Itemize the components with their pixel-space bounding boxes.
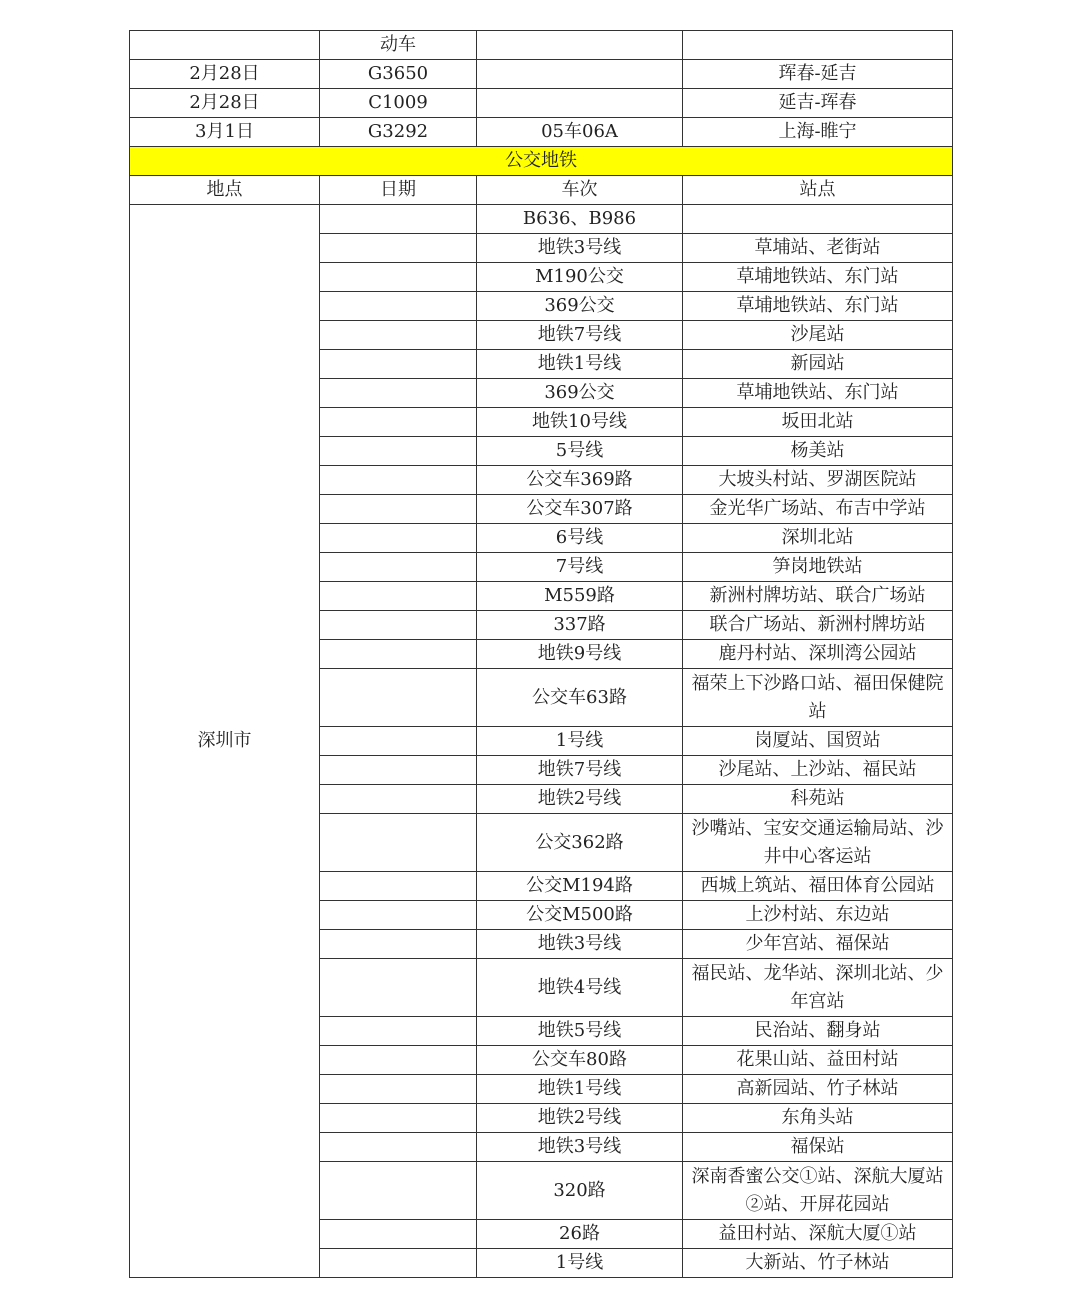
transit-date (320, 437, 477, 466)
transit-date (320, 785, 477, 814)
transit-line: 公交362路 (477, 814, 683, 872)
transit-date (320, 930, 477, 959)
header-date: 日期 (320, 176, 477, 205)
transit-station: 西城上筑站、福田体育公园站 (683, 872, 953, 901)
train-number: C1009 (320, 89, 477, 118)
transit-line: 6号线 (477, 524, 683, 553)
train-route: 上海-睢宁 (683, 118, 953, 147)
transit-line: 369公交 (477, 292, 683, 321)
transit-station (683, 205, 953, 234)
transit-line: 公交车63路 (477, 669, 683, 727)
transit-line: 地铁7号线 (477, 756, 683, 785)
transit-line: 地铁1号线 (477, 350, 683, 379)
transit-line: 地铁1号线 (477, 1075, 683, 1104)
header-station: 站点 (683, 176, 953, 205)
transit-date (320, 466, 477, 495)
transit-date (320, 959, 477, 1017)
train-row (130, 118, 953, 147)
itinerary-table-body (130, 31, 953, 1278)
transit-station: 沙尾站 (683, 321, 953, 350)
transit-line: 369公交 (477, 379, 683, 408)
transit-line: 地铁2号线 (477, 785, 683, 814)
transit-line: 1号线 (477, 727, 683, 756)
train-date (130, 31, 320, 60)
transit-line: M559路 (477, 582, 683, 611)
header-place: 地点 (130, 176, 320, 205)
transit-line: 5号线 (477, 437, 683, 466)
transit-date (320, 1249, 477, 1278)
transit-date (320, 1017, 477, 1046)
transit-line: 地铁10号线 (477, 408, 683, 437)
transit-row (130, 205, 953, 234)
transit-line: 地铁7号线 (477, 321, 683, 350)
transit-date (320, 524, 477, 553)
transit-date (320, 292, 477, 321)
transit-line: 地铁5号线 (477, 1017, 683, 1046)
train-seat: 05车06A (477, 118, 683, 147)
transit-line: 地铁3号线 (477, 930, 683, 959)
transit-date (320, 1220, 477, 1249)
transit-line: 7号线 (477, 553, 683, 582)
train-row (130, 31, 953, 60)
train-date: 2月28日 (130, 89, 320, 118)
train-seat (477, 31, 683, 60)
transit-date (320, 1075, 477, 1104)
train-number: G3292 (320, 118, 477, 147)
transit-station: 坂田北站 (683, 408, 953, 437)
transit-line: 公交车80路 (477, 1046, 683, 1075)
transit-date (320, 814, 477, 872)
transit-station: 深南香蜜公交①站、深航大厦站②站、开屏花园站 (683, 1162, 953, 1220)
transit-station: 沙尾站、上沙站、福民站 (683, 756, 953, 785)
train-route: 延吉-珲春 (683, 89, 953, 118)
transit-station: 少年宫站、福保站 (683, 930, 953, 959)
transit-station: 大新站、竹子林站 (683, 1249, 953, 1278)
transit-date (320, 1162, 477, 1220)
transit-station: 草埔地铁站、东门站 (683, 263, 953, 292)
itinerary-table (129, 30, 953, 1278)
transit-line: 公交车369路 (477, 466, 683, 495)
transit-date (320, 553, 477, 582)
header-line: 车次 (477, 176, 683, 205)
transit-line: 地铁9号线 (477, 640, 683, 669)
transit-date (320, 582, 477, 611)
train-route: 珲春-延吉 (683, 60, 953, 89)
transit-station: 上沙村站、东边站 (683, 901, 953, 930)
transit-date (320, 321, 477, 350)
transit-station: 福荣上下沙路口站、福田保健院站 (683, 669, 953, 727)
transit-date (320, 1104, 477, 1133)
transit-date (320, 669, 477, 727)
transit-station: 笋岗地铁站 (683, 553, 953, 582)
transit-line: 320路 (477, 1162, 683, 1220)
transit-station: 高新园站、竹子林站 (683, 1075, 953, 1104)
transit-line: B636、B986 (477, 205, 683, 234)
transit-line: 1号线 (477, 1249, 683, 1278)
transit-station: 新洲村牌坊站、联合广场站 (683, 582, 953, 611)
transit-station: 鹿丹村站、深圳湾公园站 (683, 640, 953, 669)
transit-date (320, 350, 477, 379)
transit-line: 公交车307路 (477, 495, 683, 524)
train-row (130, 60, 953, 89)
transit-station: 联合广场站、新洲村牌坊站 (683, 611, 953, 640)
transit-date (320, 756, 477, 785)
transit-line: 公交M500路 (477, 901, 683, 930)
transit-station: 金光华广场站、布吉中学站 (683, 495, 953, 524)
transit-date (320, 379, 477, 408)
train-date: 2月28日 (130, 60, 320, 89)
train-seat (477, 89, 683, 118)
transit-station: 杨美站 (683, 437, 953, 466)
transit-date (320, 408, 477, 437)
transit-date (320, 727, 477, 756)
transit-station: 草埔地铁站、东门站 (683, 379, 953, 408)
train-route (683, 31, 953, 60)
transit-date (320, 1046, 477, 1075)
transit-date (320, 872, 477, 901)
transit-date (320, 611, 477, 640)
transit-line: 地铁3号线 (477, 234, 683, 263)
transit-line: M190公交 (477, 263, 683, 292)
place-cell: 深圳市 (130, 205, 320, 1278)
transit-station: 草埔地铁站、东门站 (683, 292, 953, 321)
transit-date (320, 495, 477, 524)
transit-date (320, 1133, 477, 1162)
train-seat (477, 60, 683, 89)
transit-date (320, 205, 477, 234)
transit-line: 地铁2号线 (477, 1104, 683, 1133)
transit-line: 337路 (477, 611, 683, 640)
transit-date (320, 901, 477, 930)
transit-date (320, 263, 477, 292)
train-number: 动车 (320, 31, 477, 60)
transit-station: 大坡头村站、罗湖医院站 (683, 466, 953, 495)
transit-station: 深圳北站 (683, 524, 953, 553)
transit-station: 益田村站、深航大厦①站 (683, 1220, 953, 1249)
transit-station: 草埔站、老街站 (683, 234, 953, 263)
transit-station: 民治站、翻身站 (683, 1017, 953, 1046)
header-row (130, 176, 953, 205)
transit-station: 科苑站 (683, 785, 953, 814)
transit-station: 岗厦站、国贸站 (683, 727, 953, 756)
transit-station: 新园站 (683, 350, 953, 379)
section-row (130, 147, 953, 176)
train-row (130, 89, 953, 118)
transit-date (320, 640, 477, 669)
transit-line: 公交M194路 (477, 872, 683, 901)
transit-line: 26路 (477, 1220, 683, 1249)
transit-station: 福保站 (683, 1133, 953, 1162)
transit-station: 沙嘴站、宝安交通运输局站、沙井中心客运站 (683, 814, 953, 872)
transit-date (320, 234, 477, 263)
transit-line: 地铁4号线 (477, 959, 683, 1017)
section-title: 公交地铁 (130, 147, 953, 176)
transit-station: 福民站、龙华站、深圳北站、少年宫站 (683, 959, 953, 1017)
transit-station: 东角头站 (683, 1104, 953, 1133)
train-date: 3月1日 (130, 118, 320, 147)
transit-station: 花果山站、益田村站 (683, 1046, 953, 1075)
train-number: G3650 (320, 60, 477, 89)
transit-line: 地铁3号线 (477, 1133, 683, 1162)
